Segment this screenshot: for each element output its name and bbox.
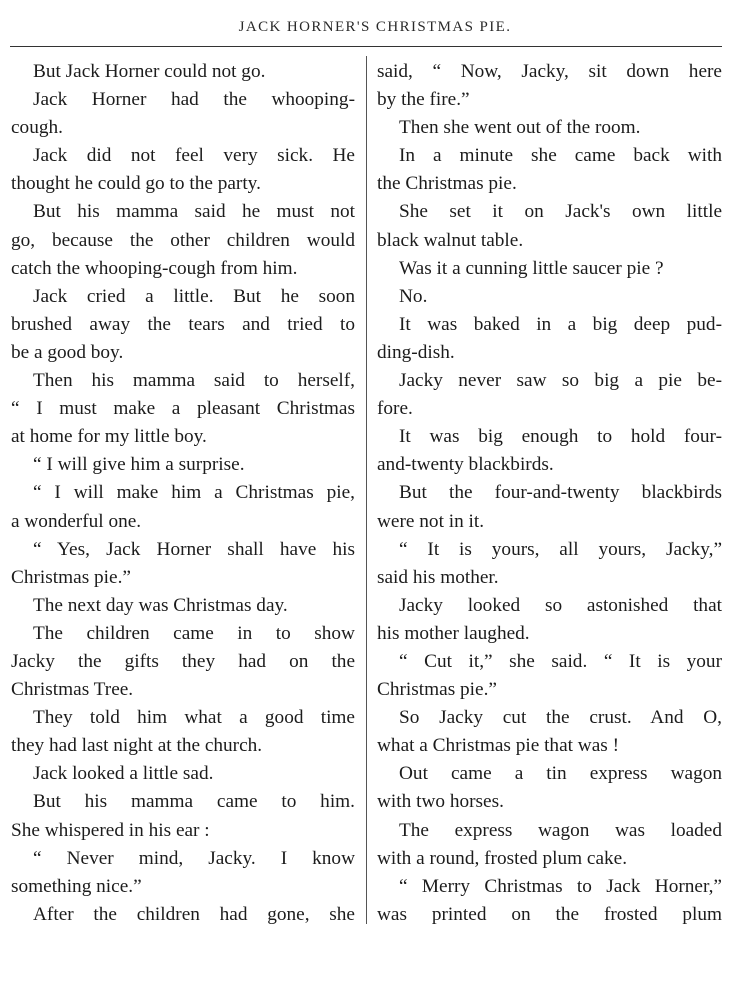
text-line: “ I must make a pleasant Christmas [11, 398, 355, 420]
text-line: was printed on the frosted plum [377, 903, 722, 925]
text-line: fore. [377, 398, 413, 420]
text-line: be a good boy. [11, 341, 124, 363]
text-line: the Christmas pie. [377, 173, 517, 195]
text-line: said his mother. [377, 566, 499, 588]
text-line: Jack looked a little sad. [33, 763, 214, 785]
text-line: were not in it. [377, 510, 485, 532]
text-line: ding-dish. [377, 341, 455, 363]
text-line: It was big enough to hold four- [399, 426, 722, 448]
text-line: brushed away the tears and tried to [11, 313, 355, 335]
text-line: Jack did not feel very sick. He [33, 145, 355, 167]
text-line: Jack Horner had the whooping- [33, 89, 355, 111]
text-line: “ Cut it,” she said. “ It is your [399, 650, 722, 672]
text-line: “ It is yours, all yours, Jacky,” [399, 538, 722, 560]
text-line: Christmas Tree. [11, 679, 134, 701]
text-line: She set it on Jack's own little [399, 201, 722, 223]
left-column [11, 58, 355, 929]
text-line: Jack cried a little. But he soon [33, 285, 355, 307]
text-line: black walnut table. [377, 229, 524, 251]
text-line: Jacky never saw so big a pie be- [399, 370, 722, 392]
text-line: But his mamma came to him. [33, 791, 355, 813]
text-line: said, “ Now, Jacky, sit down here [377, 61, 722, 82]
text-line: But Jack Horner could not go. [33, 61, 266, 82]
text-line: “ I will make him a Christmas pie, [33, 482, 355, 504]
text-line: “ Yes, Jack Horner shall have his [33, 538, 355, 560]
text-line: thought he could go to the party. [11, 173, 261, 195]
text-line: a wonderful one. [11, 510, 142, 532]
text-line: Christmas pie.” [11, 566, 131, 588]
text-line: The express wagon was loaded [399, 819, 722, 841]
text-line: Jacky looked so astonished that [399, 594, 722, 616]
text-line: Jacky the gifts they had on the [11, 650, 355, 672]
text-line: The children came in to show [33, 622, 355, 644]
text-line: his mother laughed. [377, 622, 530, 644]
text-line: with two horses. [377, 791, 504, 813]
text-line: Then she went out of the room. [399, 117, 641, 139]
text-line: with a round, frosted plum cake. [377, 847, 628, 869]
text-line: They told him what a good time [33, 707, 355, 729]
text-line: Christmas pie.” [377, 679, 497, 701]
text-line: they had last night at the church. [11, 735, 263, 757]
text-line: But his mamma said he must not [33, 201, 355, 223]
text-line: It was baked in a big deep pud- [399, 313, 722, 335]
running-head: JACK HORNER'S CHRISTMAS PIE. [238, 19, 512, 35]
text-line: cough. [11, 117, 63, 139]
text-line: So Jacky cut the crust. And O, [399, 707, 722, 729]
right-column [377, 58, 722, 929]
text-line: “ I will give him a surprise. [33, 454, 245, 476]
column-divider [366, 56, 367, 924]
text-line: Then his mamma said to herself, [33, 370, 355, 392]
text-line: “ Never mind, Jacky. I know [33, 847, 355, 869]
text-line: No. [399, 285, 428, 307]
text-line: In a minute she came back with [399, 145, 722, 167]
text-line: go, because the other children would [11, 229, 355, 251]
text-line: “ Merry Christmas to Jack Horner,” [399, 875, 722, 897]
text-line: After the children had gone, she [33, 903, 355, 925]
text-line: what a Christmas pie that was ! [377, 735, 620, 757]
text-line: Out came a tin express wagon [399, 763, 722, 785]
text-line: But the four-and-twenty blackbirds [399, 482, 722, 504]
text-line: by the fire.” [377, 89, 470, 111]
header-rule [10, 46, 722, 47]
text-line: She whispered in his ear : [11, 819, 210, 841]
text-line: at home for my little boy. [11, 426, 207, 448]
text-line: The next day was Christmas day. [33, 594, 288, 616]
text-line: Was it a cunning little saucer pie ? [399, 257, 664, 279]
text-line: and-twenty blackbirds. [377, 454, 554, 476]
text-line: catch the whooping-cough from him. [11, 257, 298, 279]
text-line: something nice.” [11, 875, 142, 897]
